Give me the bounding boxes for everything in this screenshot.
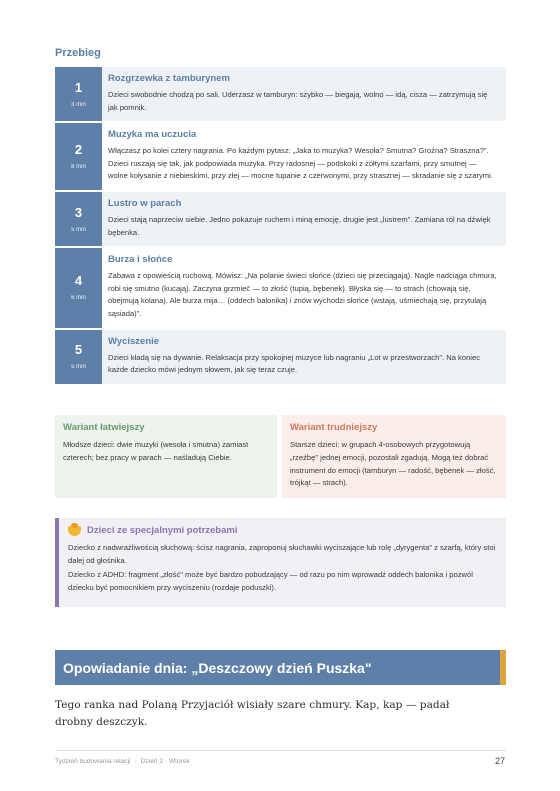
step-text: Dzieci kładą się na dywanie. Relaksacja przy spokojnej muzyce lub nagraniu „Lot w przestworzach". Na koniec każde dziecko mówi jednym słowem, jak się teraz czuje. — [108, 352, 481, 375]
step-row — [55, 67, 506, 123]
step-number-badge — [55, 192, 102, 246]
step-body — [102, 192, 506, 246]
step-row — [55, 330, 506, 386]
step-number: 2 — [74, 142, 83, 158]
page-number: 27 — [494, 756, 505, 766]
step-row — [55, 248, 506, 329]
variant-easier-box — [55, 415, 277, 498]
step-text: Dzieci swobodnie chodzą po sali. Uderzasz w tamburyn: szybko — biegają, wolno — idą, cisza — zatrzymują się jak pomnik. — [108, 90, 488, 112]
step-text: Dzieci stają naprzeciw siebie. Jedno pokazuje ruchem i miną emocję, drugie jest „lustrem". Zamiana ról na dźwięk bębenka. — [108, 214, 491, 237]
step-row — [55, 192, 506, 248]
story-text: Tego ranka nad Polaną Przyjaciół wisiały szare chmury. Kap, kap — padał drobny deszczyk. — [55, 699, 450, 728]
step-number: 4 — [74, 273, 83, 289]
step-text: Włączasz po kolei cztery nagrania. Po każdym pytasz: „Jaka to muzyka? Wesoła? Smutna? Groźna? Straszna?". Dzieci ruszają się tak, jak podpowiada muzyka. Przy radosnej — podskoki z żółtymi szarfami, przy smutnej — wolne kołysanie z niebieskimi, przy złej — mocne tupanie z czerwonymi, przy strasznej — skradanie się z szarymi. — [108, 146, 493, 181]
special-needs-paragraph: Dziecko z ADHD: fragment „złość" może być bardzo pobudzający — od razu po nim wprowadź oddech balonika i pozwól dziecku być pomocnikiem przy wyciszeniu (rozdaje poduszki). — [68, 570, 473, 592]
step-number-badge — [55, 248, 102, 327]
step-title: Muzyka ma uczucia — [108, 129, 197, 141]
footer-separator: · — [134, 758, 137, 765]
step-duration: 8 min — [71, 164, 86, 171]
step-body — [102, 330, 506, 384]
footer-divider — [55, 750, 506, 751]
step-duration: 6 min — [71, 295, 86, 302]
step-number: 1 — [74, 79, 83, 95]
step-row — [55, 123, 506, 192]
steps-list — [55, 67, 506, 386]
special-needs-title: Dzieci ze specjalnymi potrzebami — [87, 525, 238, 536]
step-duration: 3 min — [71, 101, 86, 108]
step-number: 3 — [74, 204, 83, 220]
story-heading-banner — [55, 650, 506, 685]
helping-hands-icon — [68, 526, 81, 536]
step-number-badge — [55, 123, 102, 190]
step-title: Rozgrzewka z tamburynem — [108, 73, 230, 84]
footer-day-title: Dzień 2 · Wtorek — [140, 758, 190, 765]
step-title: Lustro w parach — [108, 197, 182, 209]
variant-harder-title: Wariant trudniejszy — [290, 422, 378, 433]
special-needs-box — [55, 518, 506, 607]
story-heading: Opowiadanie dnia: „Deszczowy dzień Puszka" — [63, 659, 372, 676]
step-body — [102, 67, 506, 121]
step-title: Wyciszenie — [108, 335, 160, 347]
footer-breadcrumb — [55, 758, 190, 765]
variant-easier-title: Wariant łatwiejszy — [63, 422, 145, 433]
variant-harder-box — [282, 415, 506, 498]
section-label: Przebieg — [55, 47, 101, 59]
step-duration: 5 min — [71, 226, 86, 233]
step-body — [102, 123, 506, 190]
special-needs-paragraph: Dziecko z nadwrażliwością słuchową: ścisz nagrania, zaproponuj słuchawki wyciszające lub rolę „dyrygenta" z szarfą, który stoi dalej od głośnika. — [68, 543, 496, 565]
step-duration: 5 min — [71, 364, 86, 371]
footer-week-title: Tydzień budowania relacji — [55, 758, 131, 765]
step-text: Zabawa z opowieścią ruchową. Mówisz: „Na polanie świeci słońce (dzieci się przeciągają). Nagle nadciąga chmura, robi się smutno (kucają). Zaczyna grzmieć — to złość (tupią, bębenek). Błyska się — to strach (chowają się, obejmują kolana). Ale burza mija… (oddech balonika) i znów wychodzi słońce (wstają, uśmiechają się, przytulają sąsiada)". — [108, 271, 497, 318]
special-needs-header — [68, 525, 496, 536]
variant-harder-text: Starsze dzieci: w grupach 4-osobowych przygotowują „rzeźbę" jednej emocji, pozostali zgadują. Mogą też dobrać instrument do emocji (tamburyn — radość, bębenek — złość, trójkąt — strach). — [290, 440, 496, 488]
variant-easier-text: Młodsze dzieci: dwie muzyki (wesoła i smutna) zamiast czterech; bez pracy w parach — naśladują Ciebie. — [63, 440, 249, 462]
step-title: Burza i słońce — [108, 254, 173, 266]
step-body — [102, 248, 506, 327]
step-number: 5 — [74, 342, 83, 358]
step-number-badge — [55, 330, 102, 384]
step-number-badge — [55, 67, 102, 121]
